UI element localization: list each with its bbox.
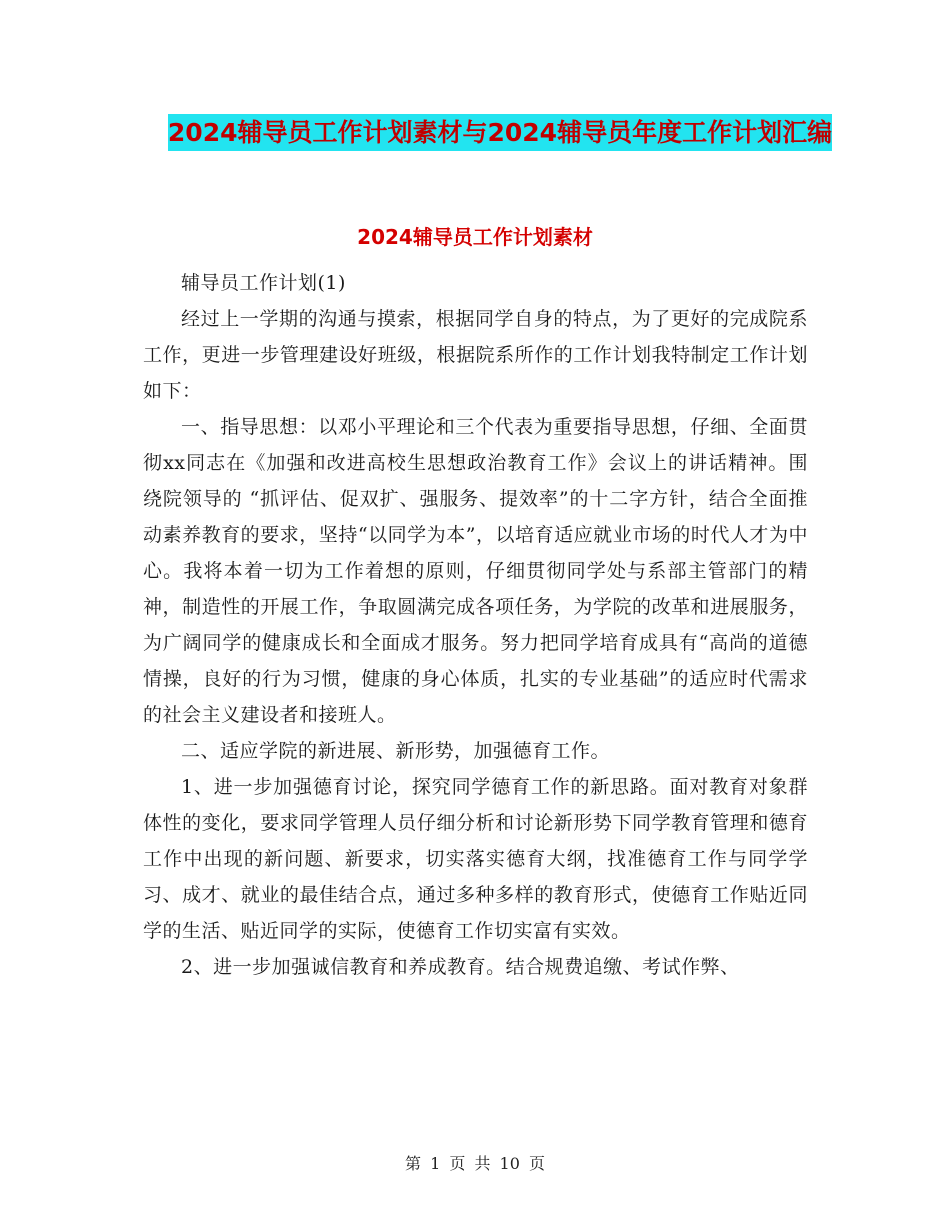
page-number-footer: 第 1 页 共 10 页 bbox=[405, 1154, 545, 1173]
paragraph-section-two: 二、适应学院的新进展、新形势，加强德育工作。 bbox=[181, 740, 611, 762]
document-body bbox=[143, 265, 808, 985]
paragraph-guiding-idea: 一、指导思想：以邓小平理论和三个代表为重要指导思想，仔细、全面贯彻xx同志在《加强和改进高校生思想政治教育工作》会议上的讲话精神。围绕院领导的 “抓评估、促双扩、强服务、提效率”的十二字方针，结合全面推动素养教育的要求，坚持“以同学为本”，以培育适应就业市场的时代人才为中心。我将本着一切为工作着想的原则，仔细贯彻同学处与系部主管部门的精神，制造性的开展工作，争取圆满完成各项任务，为学院的改革和进展服务，为广阔同学的健康成长和全面成才服务。努力把同学培育成具有“高尚的道德情操，良好的行为习惯，健康的身心体质，扎实的专业基础”的适应时代需求的社会主义建设者和接班人。 bbox=[143, 416, 808, 726]
section-title: 2024辅导员工作计划素材 bbox=[357, 225, 593, 249]
paragraph-intro: 经过上一学期的沟通与摸索，根据同学自身的特点，为了更好的完成院系工作，更进一步管理建设好班级，根据院系所作的工作计划我特制定工作计划如下： bbox=[143, 308, 808, 402]
document-title bbox=[140, 108, 860, 158]
paragraph-heading: 辅导员工作计划(1) bbox=[181, 272, 346, 294]
document-title-highlight: 2024辅导员工作计划素材与2024辅导员年度工作计划汇编 bbox=[168, 114, 832, 151]
paragraph-item-two: 2、进一步加强诚信教育和养成教育。结合规费追缴、考试作弊、 bbox=[181, 956, 740, 978]
paragraph-item-one: 1、进一步加强德育讨论，探究同学德育工作的新思路。面对教育对象群体性的变化，要求同学管理人员仔细分析和讨论新形势下同学教育管理和德育工作中出现的新问题、新要求，切实落实德育大纲，找准德育工作与同学学习、成才、就业的最佳结合点，通过多种多样的教育形式，使德育工作贴近同学的生活、贴近同学的实际，使德育工作切实富有实效。 bbox=[143, 776, 808, 942]
